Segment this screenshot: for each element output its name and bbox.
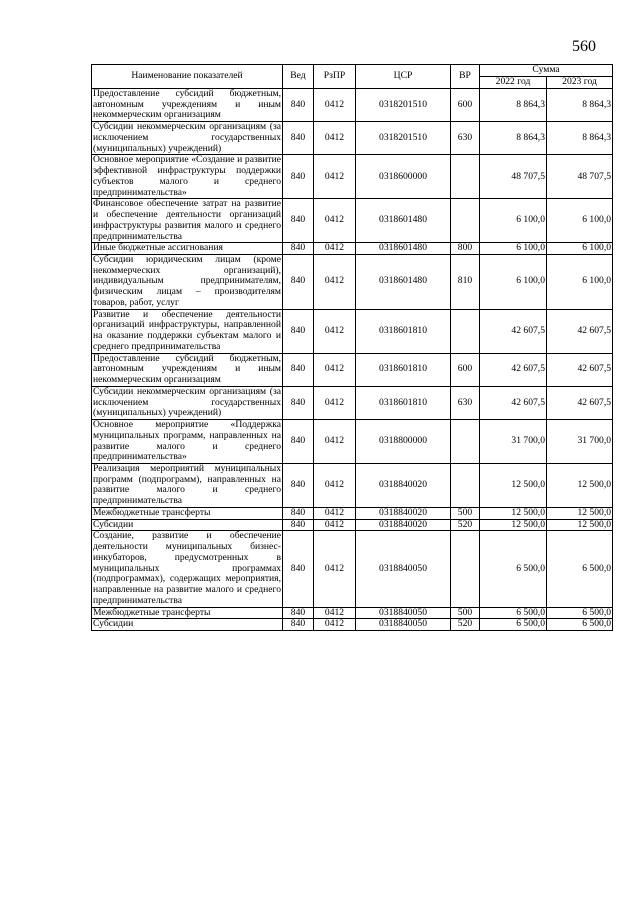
row-vr: 600 [451,89,480,122]
row-name: Предоставление субсидий бюджетным, автономным учреждениям и иным некоммерческим организациям [93,88,281,121]
table-row [92,619,613,631]
table-row [92,507,613,519]
row-sum-2022: 42 607,5 [480,386,547,419]
table-row [92,309,613,353]
row-rzpr: 0412 [314,243,356,255]
row-csr: 0318840050 [356,607,451,619]
row-ved: 840 [283,619,314,631]
table-row [92,463,613,507]
row-rzpr: 0412 [314,309,356,353]
row-csr: 0318840020 [356,519,451,531]
row-vr [451,531,480,607]
row-name: Основное мероприятие «Создание и развитие эффективной инфраструктуры поддержки субъектов малого и среднего предпринимательства» [93,154,281,198]
row-vr [451,463,480,507]
row-ved: 840 [283,122,314,155]
row-name: Межбюджетные трансферты [92,507,283,519]
row-csr: 0318800000 [356,420,451,464]
row-ved: 840 [283,243,314,255]
header-vr: ВР [451,65,480,89]
row-vr: 810 [451,255,480,310]
row-ved: 840 [283,155,314,199]
row-csr: 0318840020 [356,507,451,519]
row-vr: 600 [451,353,480,386]
row-name: Субсидии [92,619,283,631]
row-rzpr: 0412 [314,353,356,386]
table-row [92,531,613,607]
table-row [92,353,613,386]
row-sum-2023: 6 100,0 [547,199,613,243]
row-sum-2022: 42 607,5 [480,309,547,353]
row-sum-2023: 6 100,0 [547,255,613,310]
row-sum-2022: 48 707,5 [480,155,547,199]
row-csr: 0318601810 [356,386,451,419]
table-row [92,607,613,619]
row-vr: 500 [451,607,480,619]
row-ved: 840 [283,420,314,464]
row-name: Финансовое обеспечение затрат на развитие и обеспечение деятельности организаций инфраструктуры развития малого и среднего предпринимательства [93,198,281,242]
row-name: Реализация мероприятий муниципальных программ (подпрограмм), направленных на развитие малого и среднего предпринимательства [93,462,281,507]
row-sum-2023: 6 500,0 [547,607,613,619]
table-body [92,89,613,631]
row-name: Субсидии некоммерческим организациям (за исключением государственных (муниципальных) учреждений) [93,121,281,154]
table-row [92,255,613,310]
header-name: Наименование показателей [92,65,283,89]
row-sum-2023: 31 700,0 [547,420,613,464]
row-vr [451,309,480,353]
row-csr: 0318601480 [356,199,451,243]
row-vr: 630 [451,122,480,155]
row-vr: 800 [451,243,480,255]
table-row [92,519,613,531]
header-year-2023: 2023 год [547,77,613,89]
row-name: Иные бюджетные ассигнования [92,243,283,255]
row-vr [451,199,480,243]
row-csr: 0318840020 [356,463,451,507]
budget-table [91,64,613,631]
row-name: Межбюджетные трансферты [92,607,283,619]
header-rzpr: РзПР [314,65,356,89]
row-sum-2022: 6 100,0 [480,199,547,243]
row-ved: 840 [283,386,314,419]
table-row [92,89,613,122]
row-rzpr: 0412 [314,155,356,199]
row-sum-2022: 42 607,5 [480,353,547,386]
row-sum-2023: 6 500,0 [547,619,613,631]
row-name: Развитие и обеспечение деятельности организаций инфраструктуры, направленной на оказание поддержки субъектам малого и среднего предпринимательства [93,308,281,352]
row-sum-2022: 31 700,0 [480,420,547,464]
row-csr: 0318201510 [356,89,451,122]
row-sum-2023: 42 607,5 [547,309,613,353]
row-ved: 840 [283,309,314,353]
row-sum-2022: 6 500,0 [480,619,547,631]
table-row [92,155,613,199]
row-sum-2023: 42 607,5 [547,353,613,386]
table-row [92,243,613,255]
row-sum-2023: 8 864,3 [547,89,613,122]
row-sum-2022: 8 864,3 [480,122,547,155]
row-ved: 840 [283,353,314,386]
table-row [92,386,613,419]
row-ved: 840 [283,607,314,619]
row-ved: 840 [283,89,314,122]
row-ved: 840 [283,463,314,507]
row-sum-2022: 12 500,0 [480,519,547,531]
row-sum-2022: 6 100,0 [480,243,547,255]
header-sum: Сумма [480,65,613,77]
row-rzpr: 0412 [314,199,356,243]
row-name: Субсидии некоммерческим организациям (за исключением государственных (муниципальных) учреждений) [93,385,281,419]
row-sum-2023: 12 500,0 [547,507,613,519]
row-rzpr: 0412 [314,463,356,507]
row-sum-2023: 12 500,0 [547,519,613,531]
header-ved: Вед [283,65,314,89]
row-ved: 840 [283,507,314,519]
row-csr: 0318601810 [356,353,451,386]
row-vr: 500 [451,507,480,519]
row-name: Субсидии юридическим лицам (кроме некоммерческих организаций), индивидуальным предпринимателям, физическим лицам – производителям товаров, работ, услуг [93,254,281,308]
row-csr: 0318601810 [356,309,451,353]
table-row [92,199,613,243]
row-name: Предоставление субсидий бюджетным, автономным учреждениям и иным некоммерческим организациям [93,352,281,386]
row-name: Создание, развитие и обеспечение деятельности муниципальных бизнес-инкубаторов, предусмотренных в муниципальных программах (подпрограммах), содержащих мероприятия, направленные на развитие малого и среднего предпринимательства [93,530,281,606]
row-sum-2023: 6 500,0 [547,531,613,607]
row-sum-2023: 12 500,0 [547,463,613,507]
header-csr: ЦСР [356,65,451,89]
row-rzpr: 0412 [314,122,356,155]
row-csr: 0318600000 [356,155,451,199]
row-sum-2023: 42 607,5 [547,386,613,419]
row-csr: 0318201510 [356,122,451,155]
row-sum-2022: 8 864,3 [480,89,547,122]
row-sum-2023: 6 100,0 [547,243,613,255]
row-vr: 630 [451,386,480,419]
row-sum-2022: 12 500,0 [480,463,547,507]
row-ved: 840 [283,519,314,531]
row-sum-2023: 8 864,3 [547,122,613,155]
table-row [92,420,613,464]
row-name: Основное мероприятие «Поддержка муниципальных программ, направленных на развитие малого и среднего предпринимательства» [93,419,281,463]
page-number: 560 [572,38,596,55]
row-ved: 840 [283,199,314,243]
row-ved: 840 [283,531,314,607]
row-vr [451,420,480,464]
row-rzpr: 0412 [314,89,356,122]
row-rzpr: 0412 [314,531,356,607]
table-row [92,122,613,155]
row-csr: 0318840050 [356,619,451,631]
row-rzpr: 0412 [314,619,356,631]
row-sum-2022: 6 500,0 [480,607,547,619]
row-rzpr: 0412 [314,607,356,619]
row-vr [451,155,480,199]
row-rzpr: 0412 [314,386,356,419]
row-sum-2023: 48 707,5 [547,155,613,199]
row-csr: 0318601480 [356,243,451,255]
header-year-2022: 2022 год [480,77,547,89]
row-rzpr: 0412 [314,420,356,464]
row-vr: 520 [451,519,480,531]
row-rzpr: 0412 [314,507,356,519]
row-sum-2022: 12 500,0 [480,507,547,519]
row-sum-2022: 6 100,0 [480,255,547,310]
row-rzpr: 0412 [314,519,356,531]
row-vr: 520 [451,619,480,631]
row-ved: 840 [283,255,314,310]
row-csr: 0318840050 [356,531,451,607]
row-sum-2022: 6 500,0 [480,531,547,607]
row-csr: 0318601480 [356,255,451,310]
row-name: Субсидии [92,519,283,531]
row-rzpr: 0412 [314,255,356,310]
